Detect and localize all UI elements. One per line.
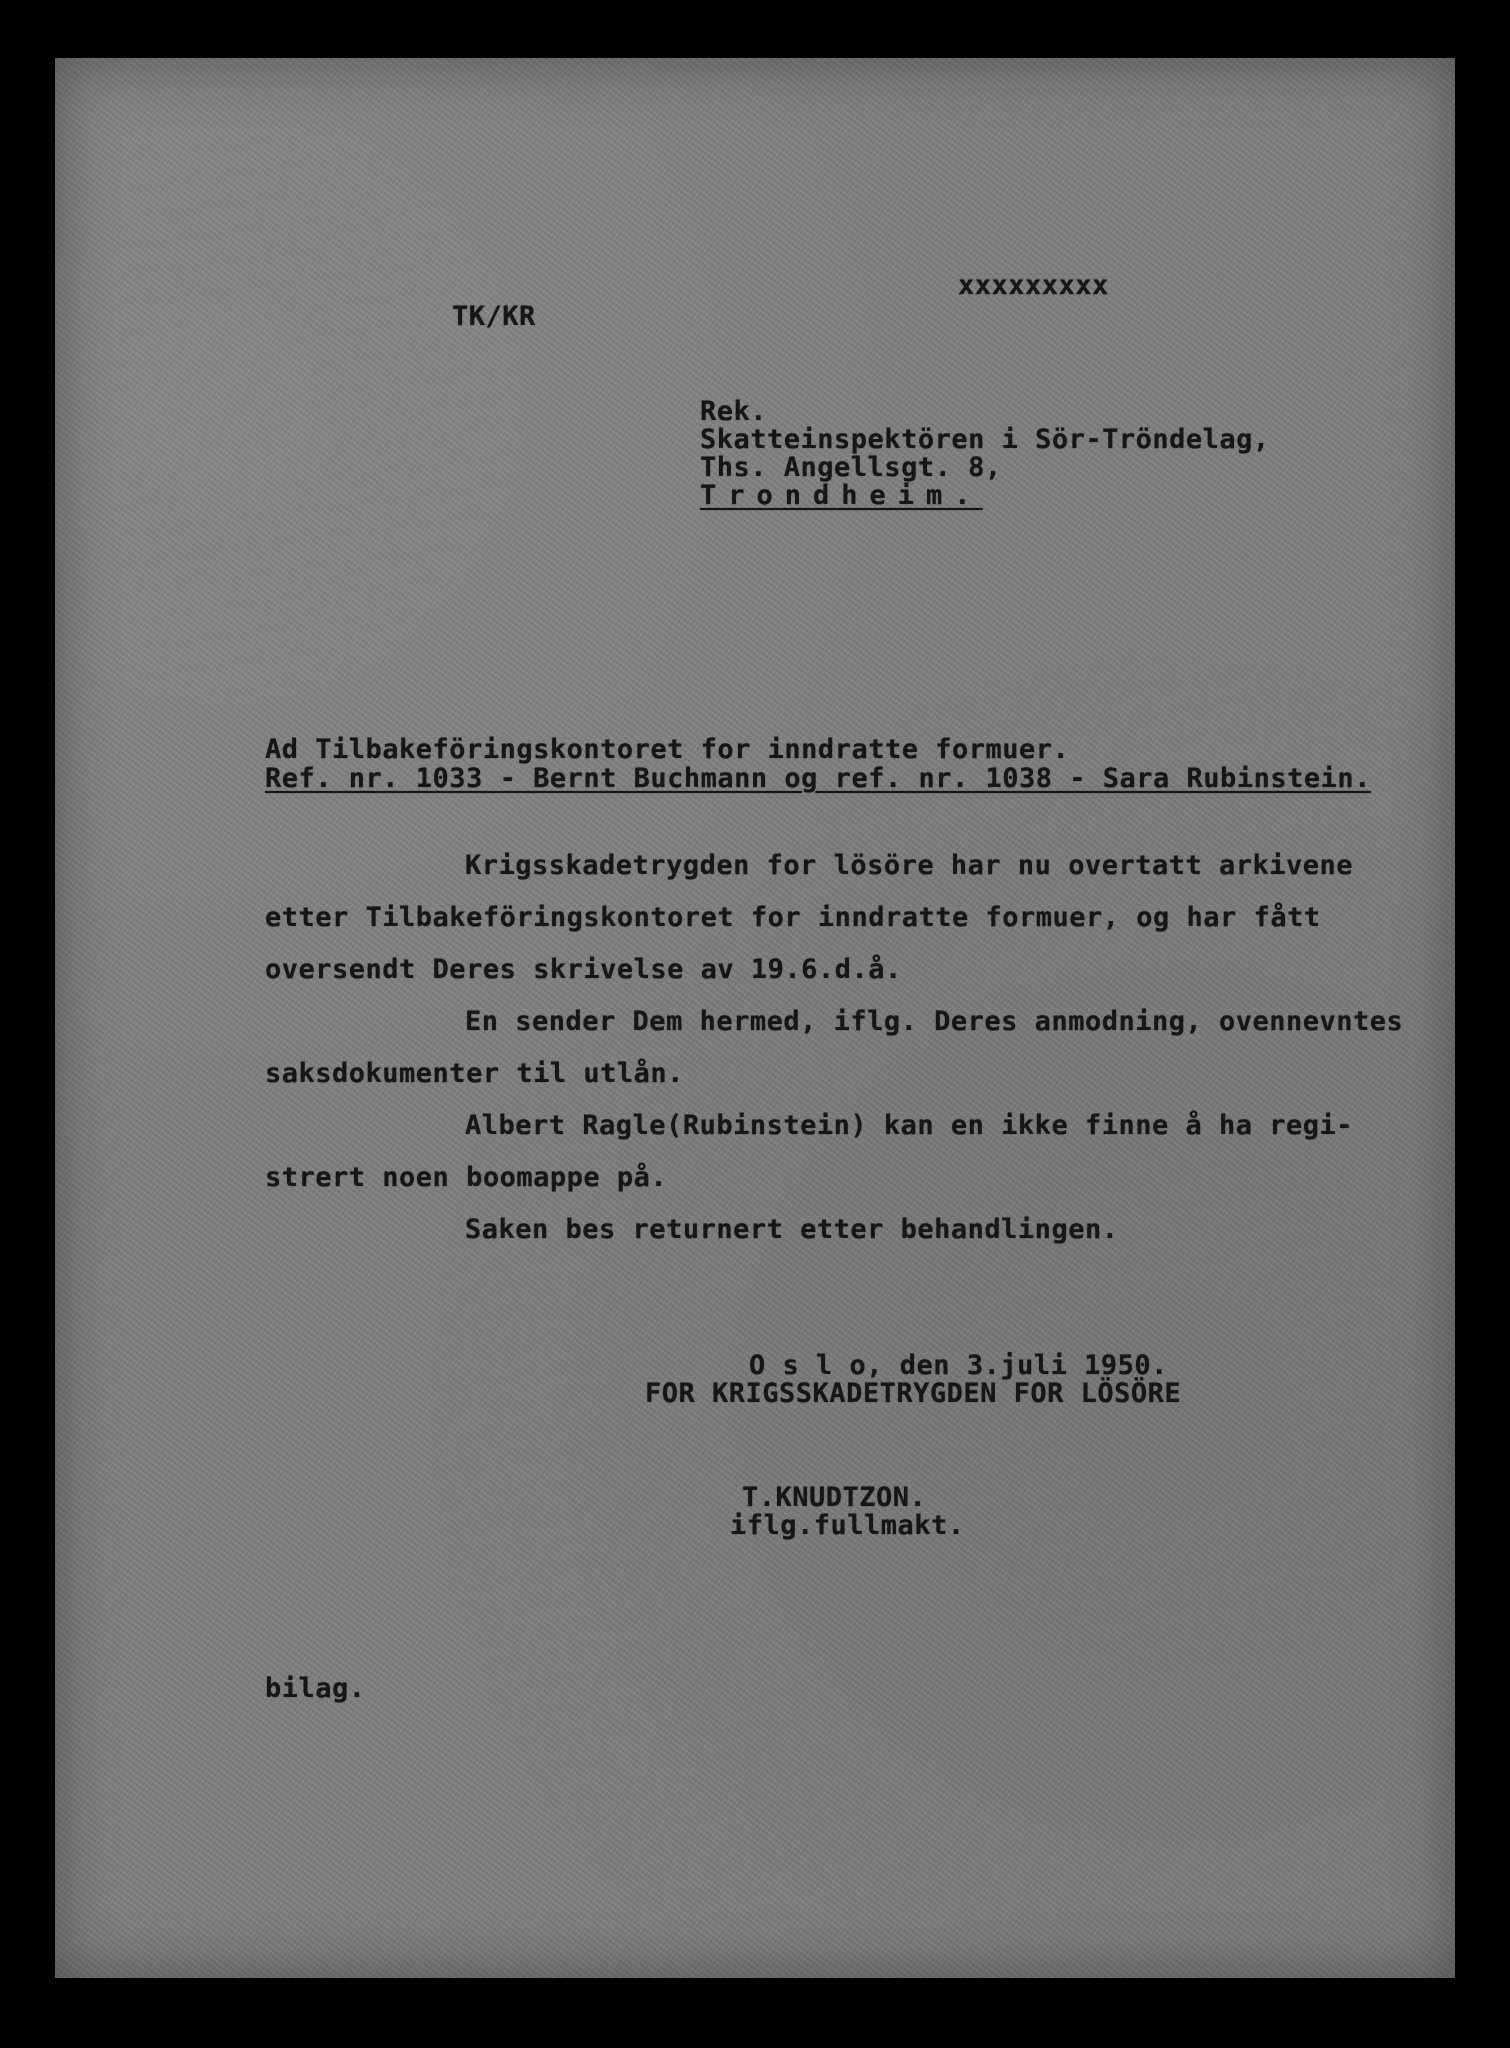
paragraph-1-line-1: Krigsskadetrygden for lösöre har nu overtatt arkivene: [465, 850, 1354, 881]
paragraph-3-line-2: strert noen boomappe på.: [265, 1162, 668, 1193]
paragraph-1-line-2: etter Tilbakeföringskontoret for inndratte formuer, og har fått: [265, 902, 1321, 933]
recipient-line-2: Skatteinspektören i Sör-Tröndelag,: [700, 424, 1270, 455]
paragraph-2-line-2: saksdokumenter til utlån.: [265, 1058, 684, 1089]
paragraph-1-line-3: oversendt Deres skrivelse av 19.6.d.å.: [265, 954, 902, 985]
paragraph-4-line-1: Saken bes returnert etter behandlingen.: [465, 1214, 1119, 1245]
date-line: O s l o, den 3.juli 1950.: [749, 1350, 1168, 1381]
recipient-line-3: Ths. Angellsgt. 8,: [700, 452, 1002, 483]
subject-line-2: Ref. nr. 1033 - Bernt Buchmann og ref. nr. 1038 - Sara Rubinstein.: [265, 763, 1371, 794]
enclosure-note: bilag.: [265, 1673, 366, 1704]
recipient-line-1: Rek.: [700, 396, 768, 427]
document-page: [55, 58, 1455, 1978]
recipient-city: Trondheim.: [700, 480, 983, 511]
subject-line-1: Ad Tilbakeföringskontoret for inndratte formuer.: [265, 734, 1070, 765]
signer-authority: iflg.fullmakt.: [730, 1510, 965, 1541]
struck-reference: xxxxxxxxx: [958, 270, 1109, 301]
initials: TK/KR: [452, 301, 536, 332]
paragraph-2-line-1: En sender Dem hermed, iflg. Deres anmodning, ovennevntes: [465, 1006, 1404, 1037]
organization-line: FOR KRIGSSKADETRYGDEN FOR LÖSÖRE: [645, 1378, 1182, 1409]
paragraph-3-line-1: Albert Ragle(Rubinstein) kan en ikke finne å ha regi-: [465, 1110, 1354, 1141]
signer-name: T.KNUDTZON.: [742, 1482, 927, 1513]
